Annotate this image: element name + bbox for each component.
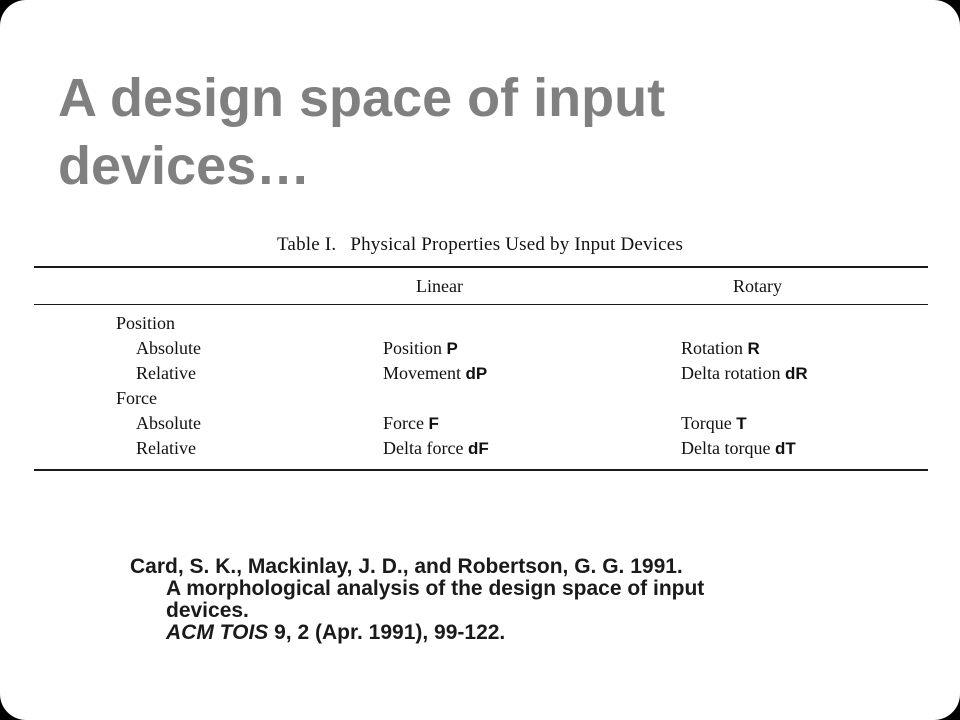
- row-label: Relative: [136, 438, 196, 458]
- column-header-rotary: Rotary: [733, 276, 782, 296]
- cell-linear: Movement dP: [383, 363, 488, 383]
- table-header-rule: [34, 304, 928, 305]
- row-label: Absolute: [136, 338, 201, 358]
- row-label: Relative: [136, 363, 196, 383]
- cell-rotary: Delta rotation dR: [681, 363, 808, 383]
- citation-journal: ACM TOIS: [166, 621, 269, 644]
- table-caption-text: Physical Properties Used by Input Devices: [350, 234, 684, 255]
- citation-source: [130, 622, 910, 644]
- table-top-rule: [34, 266, 928, 268]
- table-label: Table I.: [276, 234, 337, 255]
- group-label-force: Force: [116, 388, 157, 408]
- citation-title-line1: A morphological analysis of the design space of input: [166, 577, 705, 600]
- group-label-position: Position: [116, 313, 176, 333]
- citation-details: 9, 2 (Apr. 1991), 99-122.: [268, 621, 506, 644]
- cell-linear: Force F: [383, 413, 439, 433]
- citation-authors: Card, S. K., Mackinlay, J. D., and Robertson, G. G. 1991.: [130, 555, 683, 578]
- row-label: Absolute: [136, 413, 201, 433]
- cell-rotary: Delta torque dT: [681, 438, 796, 458]
- column-header-linear: Linear: [416, 276, 463, 296]
- cell-rotary: Rotation R: [681, 338, 760, 358]
- table-bottom-rule: [34, 469, 928, 471]
- slide-title: A design space of input devices…: [58, 68, 666, 196]
- cell-rotary: Torque T: [681, 413, 747, 433]
- cell-linear: Position P: [383, 338, 458, 358]
- citation-title-line2: devices.: [166, 599, 249, 622]
- cell-linear: Delta force dF: [383, 438, 489, 458]
- table-caption: [0, 234, 960, 256]
- citation: [130, 556, 910, 644]
